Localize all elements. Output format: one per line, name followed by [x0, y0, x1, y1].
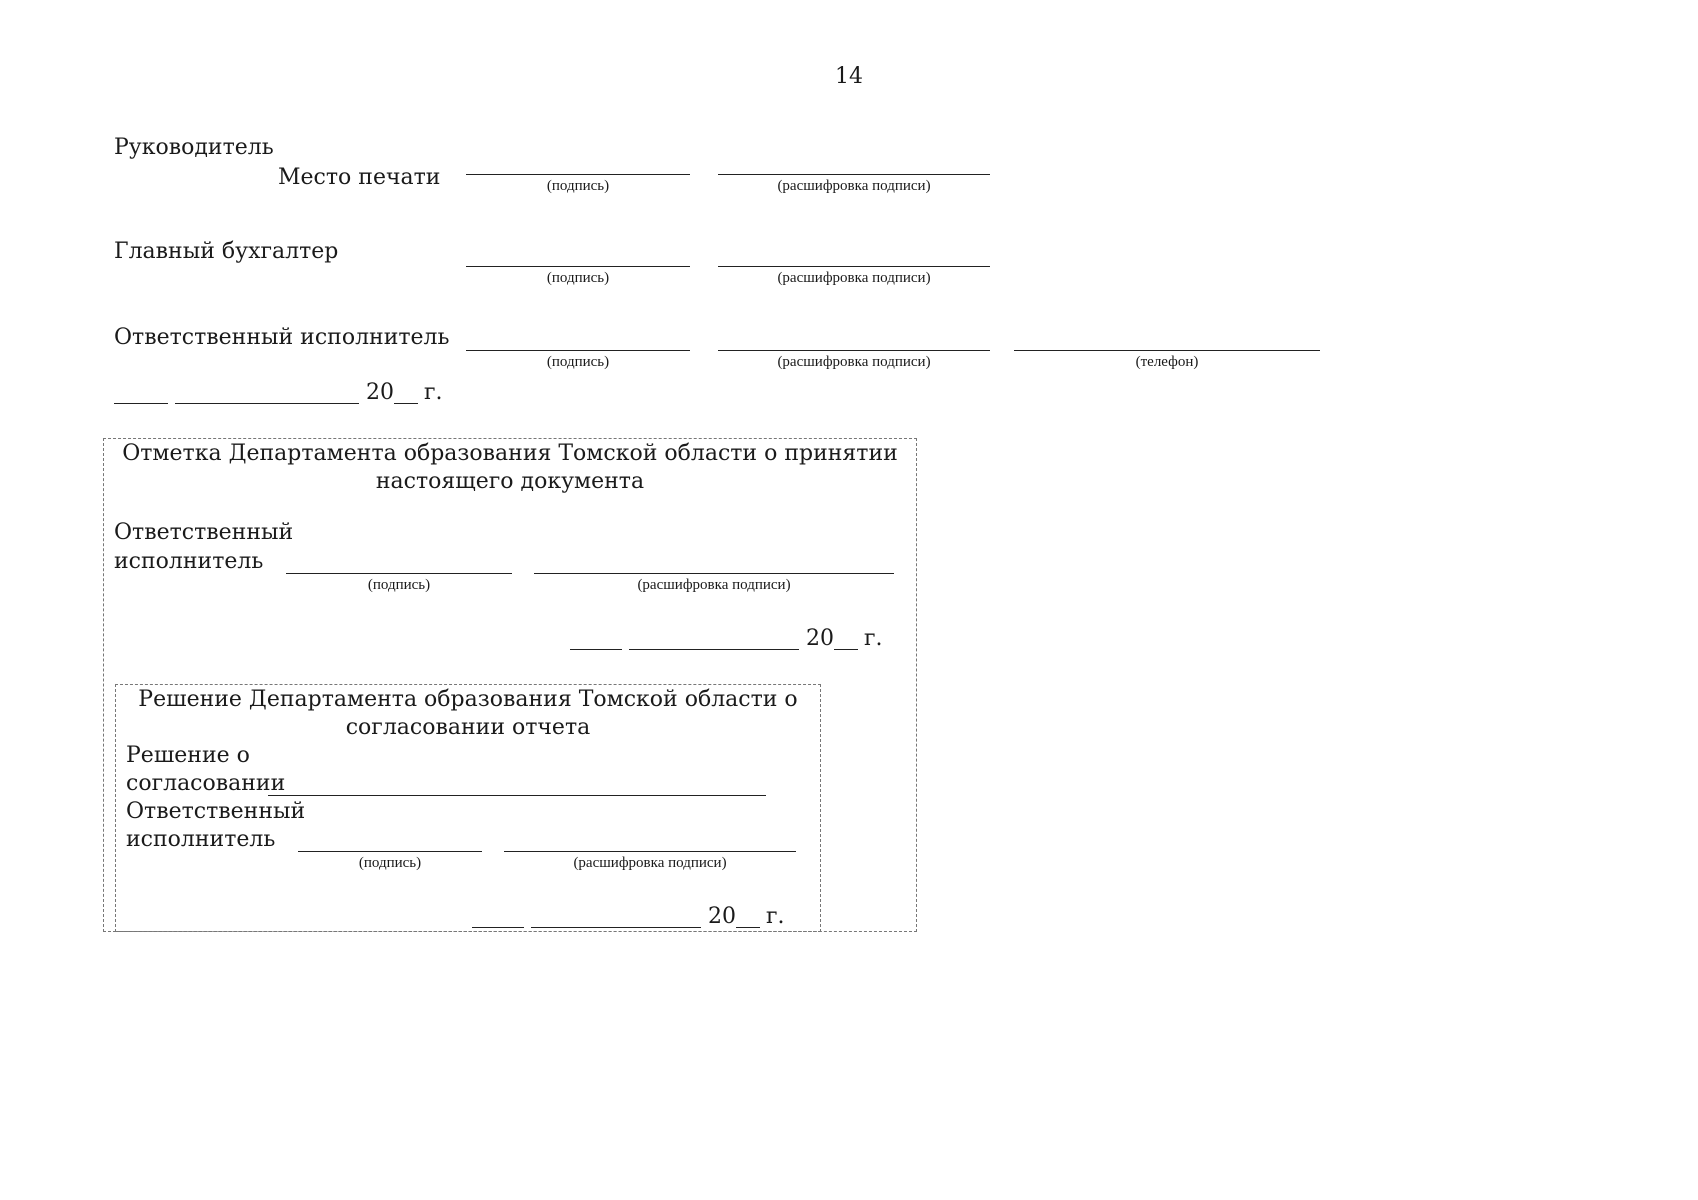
decision-decoding-caption: (расшифровка подписи)	[573, 855, 727, 871]
head-decoding-line[interactable]	[718, 174, 990, 175]
decision-date-year-line[interactable]	[736, 927, 760, 928]
date-year-line[interactable]	[394, 403, 418, 404]
decision-date-year-text: 20	[708, 904, 736, 929]
department-mark-title-line2: настоящего документа	[375, 469, 645, 494]
decision-signature-line[interactable]	[298, 851, 482, 852]
mark-signature-line[interactable]	[286, 573, 512, 574]
page-number: 14	[835, 64, 863, 89]
department-decision-title-line2: согласовании отчета	[345, 715, 591, 740]
date-day-line[interactable]	[114, 403, 168, 404]
decision-signature-caption: (подпись)	[358, 855, 422, 871]
mark-executor-label-line2: исполнитель	[114, 549, 264, 574]
accountant-decoding-line[interactable]	[718, 266, 990, 267]
mark-decoding-caption: (расшифровка подписи)	[637, 577, 791, 593]
mark-date-year-text: 20	[806, 626, 834, 651]
executor-phone-line[interactable]	[1014, 350, 1320, 351]
department-decision-title	[115, 686, 821, 742]
accountant-decoding-caption: (расшифровка подписи)	[777, 270, 931, 286]
department-mark-title	[103, 440, 917, 496]
decision-line[interactable]	[268, 795, 766, 796]
mark-signature-caption: (подпись)	[367, 577, 431, 593]
decision-label-line1: Решение о	[126, 743, 250, 768]
mark-executor-label-line1: Ответственный	[114, 520, 294, 545]
executor-label: Ответственный исполнитель	[114, 325, 450, 350]
executor-phone-caption: (телефон)	[1135, 354, 1199, 370]
decision-date-suffix: г.	[766, 904, 785, 929]
executor-signature-line[interactable]	[466, 350, 690, 351]
head-label: Руководитель	[114, 135, 274, 160]
date-month-line[interactable]	[175, 403, 359, 404]
head-signature-line[interactable]	[466, 174, 690, 175]
head-decoding-caption: (расшифровка подписи)	[777, 178, 931, 194]
date-suffix: г.	[424, 380, 443, 405]
department-mark-title-line1: Отметка Департамента образования Томской области о принятии	[122, 441, 898, 466]
head-signature-caption: (подпись)	[546, 178, 610, 194]
department-decision-title-line1: Решение Департамента образования Томской области о	[138, 687, 798, 712]
mark-date-month-line[interactable]	[629, 649, 799, 650]
mark-date-day-line[interactable]	[570, 649, 622, 650]
accountant-signature-line[interactable]	[466, 266, 690, 267]
decision-executor-label-line2: исполнитель	[126, 827, 276, 852]
mark-decoding-line[interactable]	[534, 573, 894, 574]
executor-signature-caption: (подпись)	[546, 354, 610, 370]
executor-decoding-line[interactable]	[718, 350, 990, 351]
decision-decoding-line[interactable]	[504, 851, 796, 852]
mark-date-year-line[interactable]	[834, 649, 858, 650]
decision-date-month-line[interactable]	[531, 927, 701, 928]
accountant-signature-caption: (подпись)	[546, 270, 610, 286]
decision-date-day-line[interactable]	[472, 927, 524, 928]
mark-date-suffix: г.	[864, 626, 883, 651]
chief-accountant-label: Главный бухгалтер	[114, 239, 339, 264]
date-year-text: 20	[366, 380, 394, 405]
decision-executor-label-line1: Ответственный	[126, 799, 306, 824]
executor-decoding-caption: (расшифровка подписи)	[777, 354, 931, 370]
seal-label: Место печати	[278, 165, 441, 190]
decision-label-line2: согласовании	[126, 771, 286, 796]
